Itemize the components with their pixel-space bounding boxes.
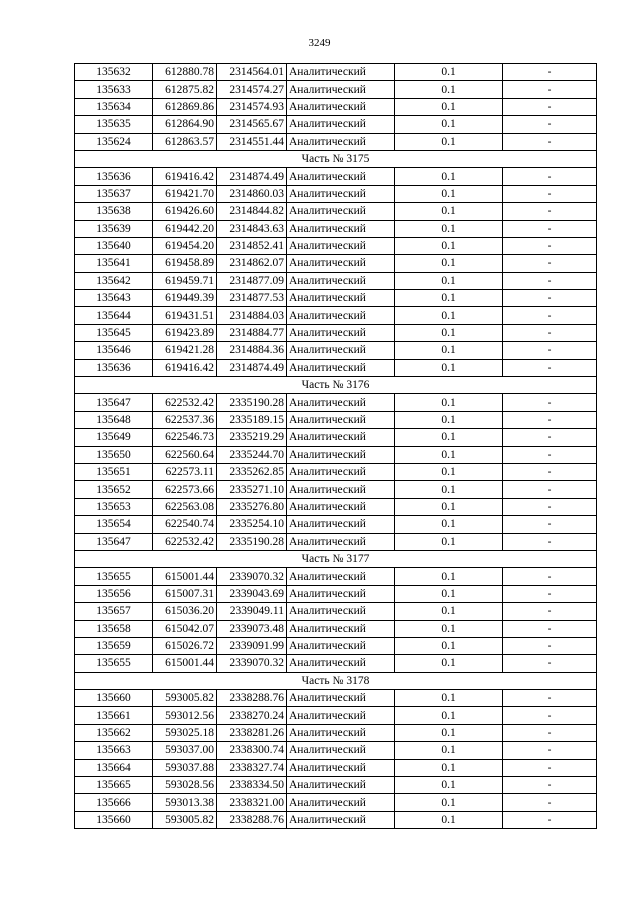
accuracy-cell: 0.1	[395, 690, 503, 707]
dash-cell: -	[503, 64, 597, 81]
dash-cell: -	[503, 185, 597, 202]
x-coordinate-cell: 619426.60	[153, 203, 217, 220]
y-coordinate-cell: 2338327.74	[217, 759, 287, 776]
point-id-cell: 135666	[75, 794, 153, 811]
dash-cell: -	[503, 603, 597, 620]
method-cell: Аналитический	[287, 655, 395, 672]
method-cell: Аналитический	[287, 237, 395, 254]
method-cell: Аналитический	[287, 429, 395, 446]
y-coordinate-cell: 2314884.36	[217, 342, 287, 359]
y-coordinate-cell: 2335189.15	[217, 411, 287, 428]
accuracy-cell: 0.1	[395, 533, 503, 550]
method-cell: Аналитический	[287, 394, 395, 411]
point-id-cell: 135654	[75, 516, 153, 533]
accuracy-cell: 0.1	[395, 81, 503, 98]
y-coordinate-cell: 2338288.76	[217, 690, 287, 707]
method-cell: Аналитический	[287, 255, 395, 272]
method-cell: Аналитический	[287, 516, 395, 533]
point-id-cell: 135636	[75, 359, 153, 376]
point-id-cell: 135624	[75, 133, 153, 150]
section-title: Часть № 3178	[75, 672, 597, 689]
accuracy-cell: 0.1	[395, 759, 503, 776]
y-coordinate-cell: 2335276.80	[217, 498, 287, 515]
accuracy-cell: 0.1	[395, 794, 503, 811]
method-cell: Аналитический	[287, 64, 395, 81]
method-cell: Аналитический	[287, 707, 395, 724]
x-coordinate-cell: 622573.11	[153, 463, 217, 480]
point-id-cell: 135649	[75, 429, 153, 446]
point-id-cell: 135657	[75, 603, 153, 620]
table-row	[75, 290, 597, 307]
point-id-cell: 135641	[75, 255, 153, 272]
dash-cell: -	[503, 307, 597, 324]
accuracy-cell: 0.1	[395, 637, 503, 654]
method-cell: Аналитический	[287, 759, 395, 776]
x-coordinate-cell: 619442.20	[153, 220, 217, 237]
table-row	[75, 759, 597, 776]
point-id-cell: 135660	[75, 811, 153, 828]
section-title: Часть № 3176	[75, 377, 597, 394]
dash-cell: -	[503, 272, 597, 289]
y-coordinate-cell: 2314884.03	[217, 307, 287, 324]
accuracy-cell: 0.1	[395, 429, 503, 446]
table-row	[75, 603, 597, 620]
dash-cell: -	[503, 255, 597, 272]
accuracy-cell: 0.1	[395, 777, 503, 794]
table-row	[75, 707, 597, 724]
y-coordinate-cell: 2314874.49	[217, 359, 287, 376]
accuracy-cell: 0.1	[395, 64, 503, 81]
accuracy-cell: 0.1	[395, 516, 503, 533]
point-id-cell: 135635	[75, 116, 153, 133]
y-coordinate-cell: 2314884.77	[217, 324, 287, 341]
method-cell: Аналитический	[287, 463, 395, 480]
table-row	[75, 742, 597, 759]
coordinates-table	[74, 63, 597, 829]
y-coordinate-cell: 2335271.10	[217, 481, 287, 498]
point-id-cell: 135633	[75, 81, 153, 98]
accuracy-cell: 0.1	[395, 133, 503, 150]
x-coordinate-cell: 615007.31	[153, 585, 217, 602]
accuracy-cell: 0.1	[395, 411, 503, 428]
y-coordinate-cell: 2335219.29	[217, 429, 287, 446]
method-cell: Аналитический	[287, 603, 395, 620]
y-coordinate-cell: 2339070.32	[217, 568, 287, 585]
method-cell: Аналитический	[287, 481, 395, 498]
table-row	[75, 429, 597, 446]
x-coordinate-cell: 619421.28	[153, 342, 217, 359]
table-row	[75, 324, 597, 341]
accuracy-cell: 0.1	[395, 655, 503, 672]
point-id-cell: 135644	[75, 307, 153, 324]
method-cell: Аналитический	[287, 168, 395, 185]
y-coordinate-cell: 2335254.10	[217, 516, 287, 533]
point-id-cell: 135662	[75, 724, 153, 741]
y-coordinate-cell: 2314551.44	[217, 133, 287, 150]
table-row	[75, 359, 597, 376]
accuracy-cell: 0.1	[395, 116, 503, 133]
table-row	[75, 237, 597, 254]
dash-cell: -	[503, 777, 597, 794]
dash-cell: -	[503, 498, 597, 515]
accuracy-cell: 0.1	[395, 811, 503, 828]
point-id-cell: 135636	[75, 168, 153, 185]
x-coordinate-cell: 619459.71	[153, 272, 217, 289]
x-coordinate-cell: 619458.89	[153, 255, 217, 272]
method-cell: Аналитический	[287, 411, 395, 428]
method-cell: Аналитический	[287, 446, 395, 463]
accuracy-cell: 0.1	[395, 307, 503, 324]
x-coordinate-cell: 612869.86	[153, 98, 217, 115]
page-number: 3249	[308, 37, 331, 49]
point-id-cell: 135640	[75, 237, 153, 254]
dash-cell: -	[503, 237, 597, 254]
dash-cell: -	[503, 516, 597, 533]
table-row	[75, 620, 597, 637]
method-cell: Аналитический	[287, 116, 395, 133]
accuracy-cell: 0.1	[395, 724, 503, 741]
x-coordinate-cell: 622532.42	[153, 394, 217, 411]
dash-cell: -	[503, 690, 597, 707]
method-cell: Аналитический	[287, 498, 395, 515]
table-row	[75, 98, 597, 115]
accuracy-cell: 0.1	[395, 359, 503, 376]
dash-cell: -	[503, 742, 597, 759]
dash-cell: -	[503, 585, 597, 602]
dash-cell: -	[503, 98, 597, 115]
point-id-cell: 135634	[75, 98, 153, 115]
table-row	[75, 81, 597, 98]
y-coordinate-cell: 2335244.70	[217, 446, 287, 463]
dash-cell: -	[503, 394, 597, 411]
table-row	[75, 568, 597, 585]
y-coordinate-cell: 2339070.32	[217, 655, 287, 672]
section-title: Часть № 3177	[75, 550, 597, 567]
dash-cell: -	[503, 637, 597, 654]
accuracy-cell: 0.1	[395, 185, 503, 202]
method-cell: Аналитический	[287, 98, 395, 115]
y-coordinate-cell: 2335262.85	[217, 463, 287, 480]
method-cell: Аналитический	[287, 533, 395, 550]
x-coordinate-cell: 612880.78	[153, 64, 217, 81]
method-cell: Аналитический	[287, 359, 395, 376]
dash-cell: -	[503, 463, 597, 480]
point-id-cell: 135646	[75, 342, 153, 359]
point-id-cell: 135648	[75, 411, 153, 428]
dash-cell: -	[503, 655, 597, 672]
y-coordinate-cell: 2338270.24	[217, 707, 287, 724]
dash-cell: -	[503, 342, 597, 359]
accuracy-cell: 0.1	[395, 568, 503, 585]
point-id-cell: 135660	[75, 690, 153, 707]
y-coordinate-cell: 2314852.41	[217, 237, 287, 254]
point-id-cell: 135659	[75, 637, 153, 654]
accuracy-cell: 0.1	[395, 585, 503, 602]
x-coordinate-cell: 619416.42	[153, 359, 217, 376]
point-id-cell: 135664	[75, 759, 153, 776]
y-coordinate-cell: 2335190.28	[217, 394, 287, 411]
x-coordinate-cell: 593028.56	[153, 777, 217, 794]
x-coordinate-cell: 622546.73	[153, 429, 217, 446]
y-coordinate-cell: 2314844.82	[217, 203, 287, 220]
x-coordinate-cell: 615042.07	[153, 620, 217, 637]
dash-cell: -	[503, 707, 597, 724]
method-cell: Аналитический	[287, 133, 395, 150]
dash-cell: -	[503, 203, 597, 220]
accuracy-cell: 0.1	[395, 394, 503, 411]
point-id-cell: 135643	[75, 290, 153, 307]
point-id-cell: 135637	[75, 185, 153, 202]
y-coordinate-cell: 2338281.26	[217, 724, 287, 741]
dash-cell: -	[503, 794, 597, 811]
point-id-cell: 135647	[75, 394, 153, 411]
table-row	[75, 133, 597, 150]
table-row	[75, 655, 597, 672]
x-coordinate-cell: 622540.74	[153, 516, 217, 533]
table-row	[75, 777, 597, 794]
table-row	[75, 637, 597, 654]
x-coordinate-cell: 622563.08	[153, 498, 217, 515]
section-header-row	[75, 672, 597, 689]
x-coordinate-cell: 622537.36	[153, 411, 217, 428]
dash-cell: -	[503, 429, 597, 446]
y-coordinate-cell: 2314574.93	[217, 98, 287, 115]
point-id-cell: 135653	[75, 498, 153, 515]
y-coordinate-cell: 2314564.01	[217, 64, 287, 81]
y-coordinate-cell: 2314574.27	[217, 81, 287, 98]
accuracy-cell: 0.1	[395, 620, 503, 637]
point-id-cell: 135639	[75, 220, 153, 237]
dash-cell: -	[503, 133, 597, 150]
method-cell: Аналитический	[287, 185, 395, 202]
method-cell: Аналитический	[287, 568, 395, 585]
accuracy-cell: 0.1	[395, 98, 503, 115]
table-row	[75, 585, 597, 602]
table-row	[75, 272, 597, 289]
dash-cell: -	[503, 411, 597, 428]
table-row	[75, 255, 597, 272]
x-coordinate-cell: 615026.72	[153, 637, 217, 654]
table-row	[75, 203, 597, 220]
dash-cell: -	[503, 481, 597, 498]
point-id-cell: 135650	[75, 446, 153, 463]
accuracy-cell: 0.1	[395, 742, 503, 759]
x-coordinate-cell: 615001.44	[153, 568, 217, 585]
method-cell: Аналитический	[287, 690, 395, 707]
method-cell: Аналитический	[287, 220, 395, 237]
x-coordinate-cell: 612863.57	[153, 133, 217, 150]
method-cell: Аналитический	[287, 637, 395, 654]
table-row	[75, 394, 597, 411]
dash-cell: -	[503, 290, 597, 307]
x-coordinate-cell: 612864.90	[153, 116, 217, 133]
y-coordinate-cell: 2314565.67	[217, 116, 287, 133]
method-cell: Аналитический	[287, 272, 395, 289]
accuracy-cell: 0.1	[395, 272, 503, 289]
point-id-cell: 135661	[75, 707, 153, 724]
y-coordinate-cell: 2339091.99	[217, 637, 287, 654]
point-id-cell: 135652	[75, 481, 153, 498]
x-coordinate-cell: 593005.82	[153, 811, 217, 828]
x-coordinate-cell: 619423.89	[153, 324, 217, 341]
x-coordinate-cell: 593013.38	[153, 794, 217, 811]
accuracy-cell: 0.1	[395, 481, 503, 498]
dash-cell: -	[503, 116, 597, 133]
table-row	[75, 516, 597, 533]
accuracy-cell: 0.1	[395, 498, 503, 515]
y-coordinate-cell: 2314874.49	[217, 168, 287, 185]
dash-cell: -	[503, 724, 597, 741]
section-title: Часть № 3175	[75, 150, 597, 167]
method-cell: Аналитический	[287, 777, 395, 794]
table-row	[75, 446, 597, 463]
y-coordinate-cell: 2314862.07	[217, 255, 287, 272]
method-cell: Аналитический	[287, 724, 395, 741]
dash-cell: -	[503, 81, 597, 98]
x-coordinate-cell: 619431.51	[153, 307, 217, 324]
y-coordinate-cell: 2338300.74	[217, 742, 287, 759]
point-id-cell: 135638	[75, 203, 153, 220]
y-coordinate-cell: 2314877.53	[217, 290, 287, 307]
method-cell: Аналитический	[287, 585, 395, 602]
section-header-row	[75, 150, 597, 167]
table-row	[75, 481, 597, 498]
point-id-cell: 135651	[75, 463, 153, 480]
method-cell: Аналитический	[287, 620, 395, 637]
dash-cell: -	[503, 446, 597, 463]
table-row	[75, 185, 597, 202]
x-coordinate-cell: 593037.88	[153, 759, 217, 776]
method-cell: Аналитический	[287, 290, 395, 307]
section-header-row	[75, 377, 597, 394]
table-row	[75, 724, 597, 741]
x-coordinate-cell: 619421.70	[153, 185, 217, 202]
dash-cell: -	[503, 568, 597, 585]
y-coordinate-cell: 2339073.48	[217, 620, 287, 637]
accuracy-cell: 0.1	[395, 237, 503, 254]
y-coordinate-cell: 2338321.00	[217, 794, 287, 811]
accuracy-cell: 0.1	[395, 603, 503, 620]
y-coordinate-cell: 2314860.03	[217, 185, 287, 202]
table-row	[75, 794, 597, 811]
point-id-cell: 135632	[75, 64, 153, 81]
section-header-row	[75, 550, 597, 567]
method-cell: Аналитический	[287, 203, 395, 220]
table-row	[75, 463, 597, 480]
point-id-cell: 135642	[75, 272, 153, 289]
dash-cell: -	[503, 620, 597, 637]
point-id-cell: 135656	[75, 585, 153, 602]
method-cell: Аналитический	[287, 307, 395, 324]
point-id-cell: 135658	[75, 620, 153, 637]
table-row	[75, 533, 597, 550]
x-coordinate-cell: 593005.82	[153, 690, 217, 707]
y-coordinate-cell: 2338334.50	[217, 777, 287, 794]
x-coordinate-cell: 615001.44	[153, 655, 217, 672]
method-cell: Аналитический	[287, 794, 395, 811]
x-coordinate-cell: 622532.42	[153, 533, 217, 550]
x-coordinate-cell: 619449.39	[153, 290, 217, 307]
accuracy-cell: 0.1	[395, 168, 503, 185]
y-coordinate-cell: 2314843.63	[217, 220, 287, 237]
y-coordinate-cell: 2314877.09	[217, 272, 287, 289]
accuracy-cell: 0.1	[395, 290, 503, 307]
x-coordinate-cell: 612875.82	[153, 81, 217, 98]
point-id-cell: 135647	[75, 533, 153, 550]
method-cell: Аналитический	[287, 324, 395, 341]
y-coordinate-cell: 2339049.11	[217, 603, 287, 620]
point-id-cell: 135665	[75, 777, 153, 794]
accuracy-cell: 0.1	[395, 324, 503, 341]
dash-cell: -	[503, 359, 597, 376]
table-row	[75, 411, 597, 428]
dash-cell: -	[503, 168, 597, 185]
table-row	[75, 168, 597, 185]
dash-cell: -	[503, 811, 597, 828]
x-coordinate-cell: 593025.18	[153, 724, 217, 741]
dash-cell: -	[503, 533, 597, 550]
table-row	[75, 307, 597, 324]
point-id-cell: 135645	[75, 324, 153, 341]
table-row	[75, 498, 597, 515]
table-row	[75, 690, 597, 707]
method-cell: Аналитический	[287, 742, 395, 759]
y-coordinate-cell: 2339043.69	[217, 585, 287, 602]
dash-cell: -	[503, 759, 597, 776]
point-id-cell: 135655	[75, 655, 153, 672]
point-id-cell: 135663	[75, 742, 153, 759]
x-coordinate-cell: 619454.20	[153, 237, 217, 254]
x-coordinate-cell: 593037.00	[153, 742, 217, 759]
x-coordinate-cell: 622560.64	[153, 446, 217, 463]
method-cell: Аналитический	[287, 811, 395, 828]
accuracy-cell: 0.1	[395, 707, 503, 724]
dash-cell: -	[503, 324, 597, 341]
x-coordinate-cell: 622573.66	[153, 481, 217, 498]
x-coordinate-cell: 615036.20	[153, 603, 217, 620]
accuracy-cell: 0.1	[395, 203, 503, 220]
method-cell: Аналитический	[287, 81, 395, 98]
accuracy-cell: 0.1	[395, 220, 503, 237]
method-cell: Аналитический	[287, 342, 395, 359]
table-row	[75, 220, 597, 237]
point-id-cell: 135655	[75, 568, 153, 585]
table-row	[75, 342, 597, 359]
table-row	[75, 64, 597, 81]
y-coordinate-cell: 2335190.28	[217, 533, 287, 550]
x-coordinate-cell: 619416.42	[153, 168, 217, 185]
accuracy-cell: 0.1	[395, 463, 503, 480]
x-coordinate-cell: 593012.56	[153, 707, 217, 724]
dash-cell: -	[503, 220, 597, 237]
y-coordinate-cell: 2338288.76	[217, 811, 287, 828]
accuracy-cell: 0.1	[395, 342, 503, 359]
accuracy-cell: 0.1	[395, 446, 503, 463]
accuracy-cell: 0.1	[395, 255, 503, 272]
table-row	[75, 811, 597, 828]
table-row	[75, 116, 597, 133]
